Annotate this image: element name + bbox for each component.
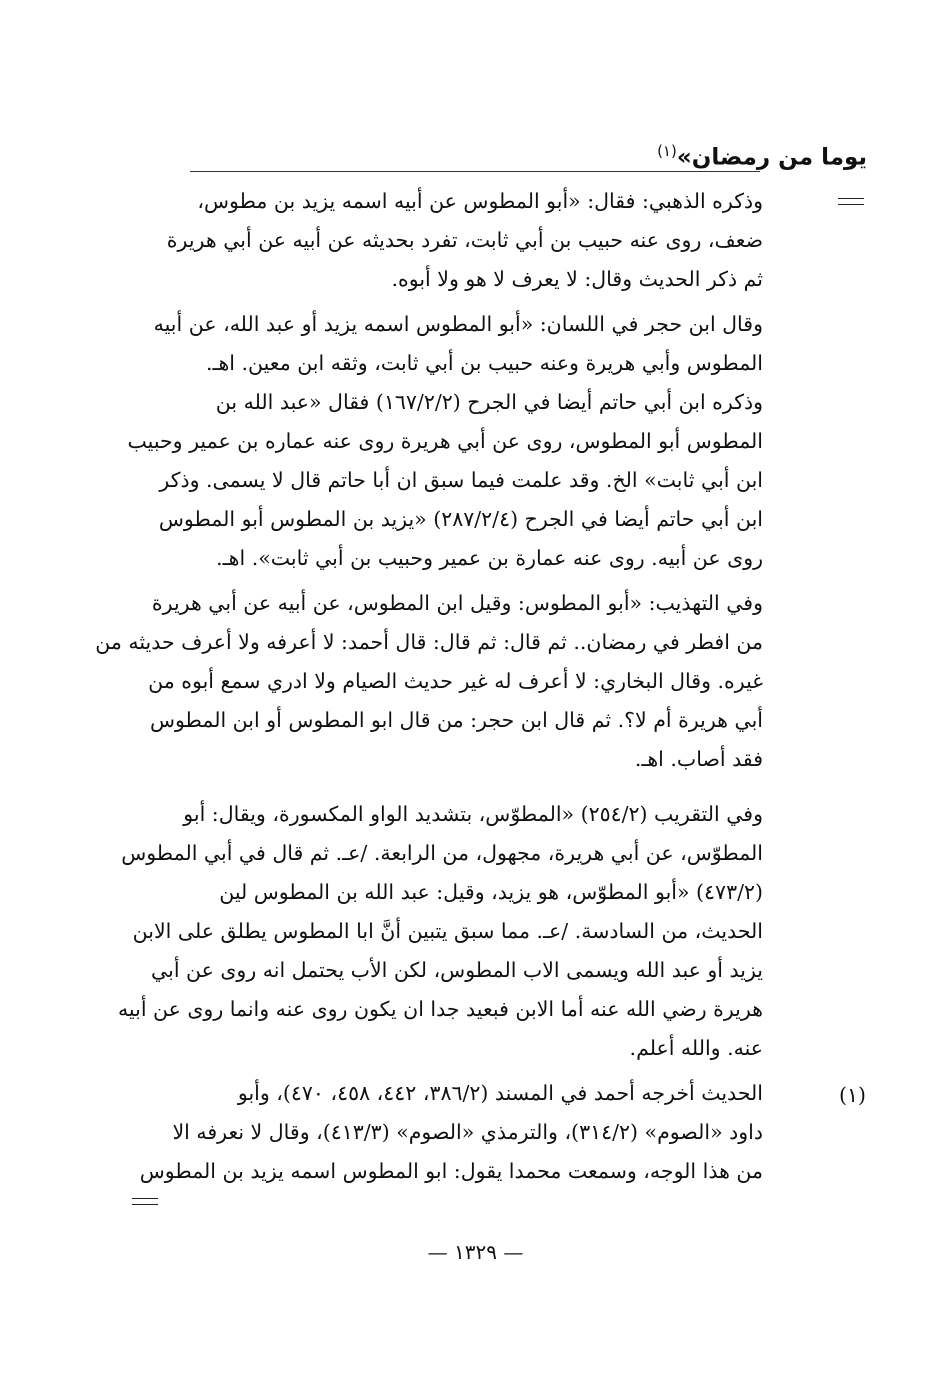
text-line: الحديث أخرجه أحمد في المسند (٣٨٦/٢، ٤٤٢، ٤٥٨، ٤٧٠)، وأبو <box>237 1081 763 1105</box>
text-line: وفي التهذيب: «أبو المطوس: وقيل ابن المطوس، عن أبيه عن أبي هريرة <box>151 591 763 615</box>
header-rule <box>190 171 760 172</box>
text-line: وذكره الذهبي: فقال: «أبو المطوس عن أبيه اسمه يزيد بن مطوس، <box>197 189 763 213</box>
text-line: المطوّس، عن أبي هريرة، مجهول، من الرابعة. /عـ. ثم قال في أبي المطوس <box>121 841 763 865</box>
text-line: وقال ابن حجر في اللسان: «أبو المطوس اسمه يزيد أو عبد الله، عن أبيه <box>153 312 763 336</box>
text-line: وفي التقريب (٢٥٤/٢) «المطوّس، بتشديد الواو المكسورة، ويقال: أبو <box>183 802 763 826</box>
footnote-number: (١) <box>838 1083 866 1107</box>
text-line: ابن أبي ثابت» الخ. وقد علمت فيما سبق ان أبا حاتم قال لا يسمى. وذكر <box>159 468 763 492</box>
continuation-marker-top <box>838 198 864 205</box>
header-footnote-ref: (١) <box>657 142 677 160</box>
text-line: (٤٧٣/٢) «أبو المطوّس، هو يزيد، وقيل: عبد الله بن المطوس لين <box>219 880 763 904</box>
text-line: المطوس وأبي هريرة وعنه حبيب بن أبي ثابت، وثقه ابن معين. اهـ. <box>205 351 763 375</box>
text-line: وذكره ابن أبي حاتم أيضا في الجرح (١٦٧/٢/٢) فقال «عبد الله بن <box>215 390 763 414</box>
text-line: أبي هريرة أم لا؟. ثم قال ابن حجر: من قال ابو المطوس أو ابن المطوس <box>149 708 763 732</box>
text-line: ثم ذكر الحديث وقال: لا يعرف لا هو ولا أبوه. <box>391 267 763 291</box>
text-line: الحديث، من السادسة. /عـ. مما سبق يتبين أنَّ ابا المطوس يطلق على الابن <box>132 919 763 943</box>
main-text <box>95 182 763 1191</box>
header-title: يوما من رمضان» <box>676 144 867 171</box>
text-line: غيره. وقال البخاري: لا أعرف له غير حديث الصيام ولا ادري سمع أبوه من <box>148 669 763 693</box>
page-number: — ١٣٢٩ — <box>427 1240 524 1264</box>
text-line: من افطر في رمضان.. ثم قال: ثم قال: قال أحمد: لا أعرفه ولا أعرف حديثه من <box>95 630 763 654</box>
text-line: فقد أصاب. اهـ. <box>634 747 763 771</box>
text-line: ابن أبي حاتم أيضا في الجرح (٢٨٧/٢/٤) «يزيد بن المطوس أبو المطوس <box>158 507 763 531</box>
text-line: المطوس أبو المطوس، روى عن أبي هريرة روى عنه عماره بن عمير وحبيب <box>127 429 763 453</box>
paragraph-tahdhib <box>95 584 763 779</box>
continuation-marker-bottom <box>132 1198 158 1205</box>
paragraph-ibn-abi-hatim <box>127 383 763 578</box>
paragraph-ibn-hajar-lisan <box>153 305 763 383</box>
paragraph-dhahabi <box>166 182 763 299</box>
text-line: يزيد أو عبد الله ويسمى الاب المطوس، لكن الأب يحتمل انه روى عن أبي <box>151 958 763 982</box>
footnote-text <box>139 1074 763 1191</box>
page-header <box>657 136 867 173</box>
text-line: هريرة رضي الله عنه أما الابن فبعيد جدا ان يكون روى عنه وانما روى عن أبيه <box>117 997 763 1021</box>
text-line: ضعف، روى عنه حبيب بن أبي ثابت، تفرد بحديثه عن أبيه عن أبي هريرة <box>166 228 763 252</box>
text-line: روى عن أبيه. روى عنه عمارة بن عمير وحبيب بن أبي ثابت». اهـ. <box>216 546 763 570</box>
paragraph-taqrib <box>117 795 763 1068</box>
text-line: من هذا الوجه، وسمعت محمدا يقول: ابو المطوس اسمه يزيد بن المطوس <box>139 1159 763 1183</box>
text-line: عنه. والله أعلم. <box>629 1036 763 1060</box>
text-line: داود «الصوم» (٣١٤/٢)، والترمذي «الصوم» (٤١٣/٣)، وقال لا نعرفه الا <box>172 1120 763 1144</box>
